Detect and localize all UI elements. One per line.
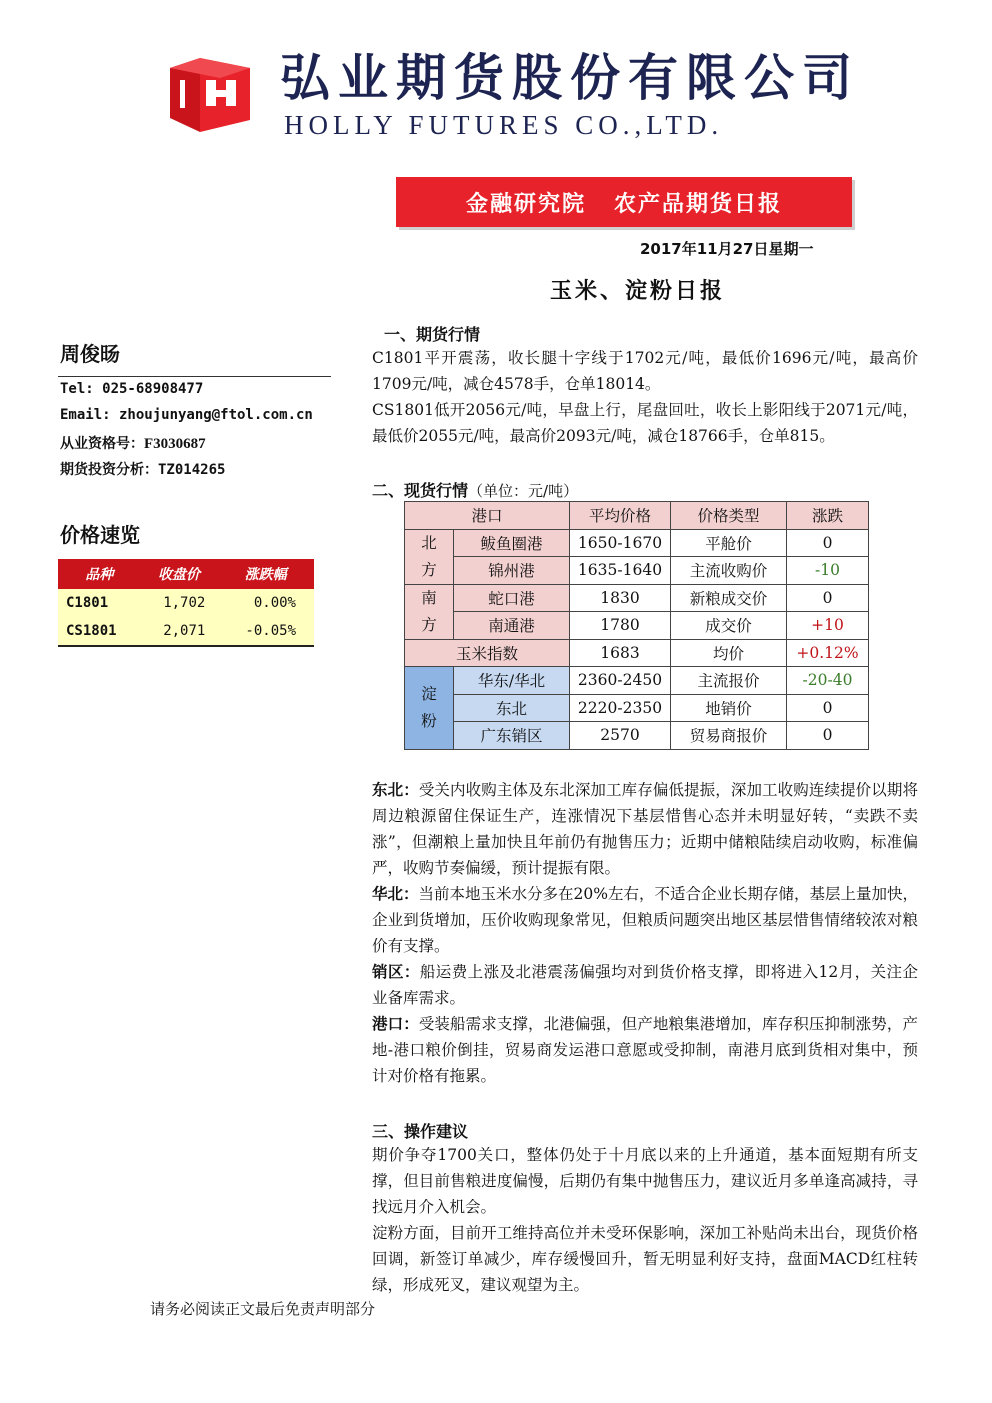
col-header: 平均价格 bbox=[570, 502, 671, 530]
section-heading bbox=[372, 478, 578, 501]
col-header: 涨跌 bbox=[787, 502, 869, 530]
cell-change: 0 bbox=[787, 529, 869, 557]
cell-change: 0.00% bbox=[217, 589, 314, 617]
cert-label: 从业资格号： bbox=[60, 436, 144, 452]
section-heading: 一、期货行情 bbox=[384, 325, 481, 344]
analysis-text: 受关内收购主体及东北深加工库存偏低提振，深加工收购连续提价以期将周边粮源留住保证生产，连涨情况下基层惜售心态并未明显好转，“卖跌不卖涨”，但潮粮上量加快且年前仍有抛售压力；近期中储粮陆续启动收购，标准偏严，收购节奏偏缓，预计提振有限。 bbox=[372, 781, 918, 877]
table-row bbox=[58, 617, 314, 646]
paragraph: CS1801低开2056元/吨，早盘上行，尾盘回吐，收长上影阳线于2071元/吨，最低价2055元/吨，最高价2093元/吨，减仓18766手，仓单815。 bbox=[372, 401, 918, 445]
analysis-label: 东北： bbox=[372, 781, 419, 799]
table-row bbox=[405, 557, 869, 585]
cell-port: 玉米指数 bbox=[405, 639, 570, 667]
table-row bbox=[405, 667, 869, 695]
cell-change: -0.05% bbox=[217, 617, 314, 646]
table-row bbox=[405, 612, 869, 640]
author-invest bbox=[60, 459, 225, 479]
analysis-label: 华北： bbox=[372, 885, 419, 903]
cell-type: 新粮成交价 bbox=[671, 584, 787, 612]
table-row bbox=[58, 589, 314, 617]
banner-institute: 金融研究院 bbox=[465, 191, 586, 217]
table-row bbox=[405, 584, 869, 612]
report-banner bbox=[396, 177, 852, 227]
table-row bbox=[405, 639, 869, 667]
cell-price: 2360-2450 bbox=[570, 667, 671, 695]
cell-price: 2570 bbox=[570, 722, 671, 750]
col-header: 涨跌幅 bbox=[217, 559, 314, 589]
cell-price: 2220-2350 bbox=[570, 694, 671, 722]
cell-symbol: C1801 bbox=[58, 589, 141, 617]
author-name: 周俊旸 bbox=[60, 342, 120, 366]
cell-type: 成交价 bbox=[671, 612, 787, 640]
col-header: 港口 bbox=[405, 502, 570, 530]
quote-title: 价格速览 bbox=[60, 523, 140, 547]
disclaimer-note: 请务必阅读正文最后免责声明部分 bbox=[150, 1300, 376, 1318]
analysis-label: 销区： bbox=[372, 963, 420, 981]
cell-port: 蛇口港 bbox=[454, 584, 570, 612]
cell-port: 广东销区 bbox=[454, 722, 570, 750]
author-email[interactable]: Email: zhoujunyang@ftol.com.cn bbox=[60, 407, 313, 423]
invest-label: 期货投资分析： bbox=[60, 462, 158, 478]
paragraph: 淀粉方面，目前开工维持高位并未受环保影响，深加工补贴尚未出台，现货价格回调，新签订单减少，库存缓慢回升，暂无明显利好支持，盘面MACD红柱转绿，形成死叉，建议观望为主。 bbox=[372, 1224, 918, 1294]
group-north bbox=[405, 529, 454, 584]
cell-type: 贸易商报价 bbox=[671, 722, 787, 750]
author-tel: Tel: 025-68908477 bbox=[60, 381, 204, 397]
cell-change: -10 bbox=[787, 557, 869, 585]
group-label: 南方 bbox=[421, 588, 437, 634]
author-cert bbox=[60, 433, 206, 453]
cell-change: +10 bbox=[787, 612, 869, 640]
cell-port: 南通港 bbox=[454, 612, 570, 640]
cell-port: 锦州港 bbox=[454, 557, 570, 585]
paragraph: 期价争夺1700关口，整体仍处于十月底以来的上升通道，基本面短期有所支撑，但目前售粮进度偏慢，后期仍有集中抛售压力，建议近月多单逢高减持，寻找远月介入机会。 bbox=[372, 1146, 918, 1216]
cell-port: 鲅鱼圈港 bbox=[454, 529, 570, 557]
cell-type: 地销价 bbox=[671, 694, 787, 722]
analysis-label: 港口： bbox=[372, 1015, 419, 1033]
table-row bbox=[405, 529, 869, 557]
spot-price-table bbox=[404, 501, 869, 750]
cert-value: F3030687 bbox=[144, 436, 206, 452]
cell-change: +0.12% bbox=[787, 639, 869, 667]
cell-close: 1,702 bbox=[141, 589, 218, 617]
cell-price: 1650-1670 bbox=[570, 529, 671, 557]
invest-value: TZ014265 bbox=[158, 462, 226, 478]
analysis-item bbox=[372, 777, 918, 881]
cell-price: 1780 bbox=[570, 612, 671, 640]
cell-close: 2,071 bbox=[141, 617, 218, 646]
cell-price: 1635-1640 bbox=[570, 557, 671, 585]
cell-type: 主流报价 bbox=[671, 667, 787, 695]
paragraph: C1801平开震荡，收长腿十字线于1702元/吨，最低价1696元/吨，最高价1709元/吨，减仓4578手，仓单18014。 bbox=[372, 349, 918, 393]
table-row bbox=[405, 694, 869, 722]
cell-price: 1683 bbox=[570, 639, 671, 667]
page-title: 玉米、淀粉日报 bbox=[550, 279, 726, 304]
analysis-text: 船运费上涨及北港震荡偏强均对到货价格支撑，即将进入12月，关注企业备库需求。 bbox=[372, 963, 918, 1007]
unit-note: （单位：元/吨） bbox=[468, 482, 579, 500]
trading-advice bbox=[372, 1142, 918, 1298]
cell-port: 东北 bbox=[454, 694, 570, 722]
cell-change: 0 bbox=[787, 722, 869, 750]
company-name-en: HOLLY FUTURES CO.,LTD. bbox=[284, 110, 724, 140]
analysis-item bbox=[372, 881, 918, 959]
divider bbox=[58, 376, 331, 377]
price-overview-table bbox=[58, 559, 314, 647]
section-heading: 三、操作建议 bbox=[372, 1122, 469, 1141]
cell-port: 华东/华北 bbox=[454, 667, 570, 695]
futures-commentary bbox=[372, 345, 918, 449]
table-header-row bbox=[58, 559, 314, 589]
cell-change: 0 bbox=[787, 584, 869, 612]
report-date: 2017年11月27日星期一 bbox=[640, 240, 814, 258]
cell-type: 平舱价 bbox=[671, 529, 787, 557]
analysis-item bbox=[372, 959, 918, 1011]
col-header: 品种 bbox=[58, 559, 141, 589]
analysis-text: 当前本地玉米水分多在20%左右，不适合企业长期存储，基层上量加快，企业到货增加，压价收购现象常见，但粮质问题突出地区基层惜售情绪较浓对粮价有支撑。 bbox=[372, 885, 918, 955]
cell-price: 1830 bbox=[570, 584, 671, 612]
company-name-cn: 弘业期货股份有限公司 bbox=[280, 49, 860, 107]
col-header: 收盘价 bbox=[141, 559, 218, 589]
group-label: 淀粉 bbox=[421, 684, 437, 730]
table-header-row bbox=[405, 502, 869, 530]
banner-report-type: 农产品期货日报 bbox=[614, 191, 783, 217]
analysis-text: 受装船需求支撑，北港偏强，但产地粮集港增加，库存积压抑制涨势，产地-港口粮价倒挂，贸易商发运港口意愿或受抑制，南港月底到货相对集中，预计对价格有拖累。 bbox=[372, 1015, 918, 1085]
regional-analysis bbox=[372, 777, 918, 1089]
cell-symbol: CS1801 bbox=[58, 617, 141, 646]
cell-type: 主流收购价 bbox=[671, 557, 787, 585]
group-starch bbox=[405, 667, 454, 750]
cell-change: -20-40 bbox=[787, 667, 869, 695]
col-header: 价格类型 bbox=[671, 502, 787, 530]
cell-change: 0 bbox=[787, 694, 869, 722]
section-heading-text: 二、现货行情 bbox=[372, 481, 469, 500]
group-label: 北方 bbox=[421, 533, 437, 579]
cell-type: 均价 bbox=[671, 639, 787, 667]
company-logo-icon bbox=[170, 50, 250, 132]
table-row bbox=[405, 722, 869, 750]
group-south bbox=[405, 584, 454, 639]
analysis-item bbox=[372, 1011, 918, 1089]
